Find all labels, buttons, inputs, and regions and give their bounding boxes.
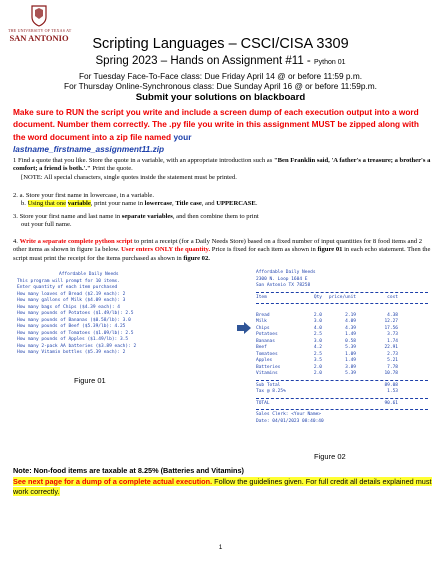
- receipt-row: Bread 2.0 2.19 4.38: [256, 312, 398, 318]
- seal-icon: [30, 5, 48, 27]
- receipt-header-row: Item Qty price/unit cost: [256, 294, 398, 300]
- console-line: How many loaves of Bread ($2.19 each): 2: [17, 291, 126, 297]
- question-3: 3. Store your first name and last name in separate variables, and then combine them to print out your full name.: [13, 213, 259, 229]
- console-line: How many 2-pack AA batteries ($3.89 each): 2: [17, 343, 137, 349]
- run-instructions: Make sure to RUN the script you write and include a screen dump of each execution output into a word document. Number them correctly. The .py file you write in this assignment MUST be zipped along with the word document into a zip file named your lastname_firstname_assignment11.zip: [13, 107, 419, 154]
- logo-line2: SAN ANTONIO: [9, 33, 69, 43]
- receipt-subtotal: Sub Total 89.08: [256, 382, 398, 388]
- receipt-row: Vitamins 2.0 5.39 10.78: [256, 371, 398, 376]
- receipt-divider: [256, 303, 428, 304]
- receipt-row: Milk 3.0 4.09 12.27: [256, 319, 398, 324]
- question-1: 1 Find a quote that you like. Store the quote in a variable, with an appropriate introduction such as "Ben Franklin said, 'A father's a treasure; a brother's a comfort; a friend is both.'." Print the quote. [NOTE: All special characters, single quotes inside the statement must be printed.: [13, 157, 431, 181]
- receipt-address: 2300 N. Loop 1604 E: [256, 276, 308, 282]
- next-page-note: See next page for a dump of a complete actual execution. Follow the guidelines given. For full credit all details explained must work correctly.: [13, 477, 432, 496]
- console-line: How many gallons of Milk ($4.09 each): 3: [17, 298, 126, 303]
- page-number: 1: [218, 544, 223, 551]
- receipt-store-name: Affordable Daily Needs: [256, 270, 316, 275]
- due-date-f2f: For Tuesday Face-To-Face class: Due Friday April 14 @ or before 11:59 p.m.: [78, 71, 363, 81]
- tax-note: Note: Non-food items are taxable at 8.25% (Batteries and Vitamins): [13, 466, 244, 475]
- receipt-divider: [256, 398, 428, 399]
- right-arrow-icon: [237, 322, 251, 334]
- console-line: How many pounds of Bananas ($0.58/lb): 3.0: [17, 317, 131, 323]
- receipt-row: Tomatoes 2.5 1.09 2.73: [256, 351, 398, 357]
- receipt-city: San Antonio TX 78258: [256, 283, 311, 288]
- question-4: 4. Write a separate complete python script to print a receipt (for a Daily Needs Store) based on a fixed number of input quantities for 8 food items and 2 other items as shown in figure 1a below. User enters ONLY the quantity. Price is fixed for each item as shown in figure 01 in each echo statement. Then the script must print the receipt for the items purchased as shown in figure 02.: [13, 238, 431, 262]
- receipt-divider: [256, 292, 428, 293]
- submit-instruction: Submit your solutions on blackboard: [135, 92, 306, 103]
- document-title: Scripting Languages – CSCI/CISA 3309: [92, 36, 349, 52]
- receipt-total: TOTAL 90.61: [256, 400, 398, 406]
- console-line: How many Vitamin bottles ($5.39 each): 2: [17, 350, 126, 355]
- zip-filename: lastname_firstname_assignment11.zip: [13, 143, 165, 154]
- console-line: How many pounds of Apples ($1.49/lb): 3.5: [17, 337, 129, 342]
- receipt-clerk: Sales Clerk: <Your Name>: [256, 412, 322, 417]
- receipt-row: Potatoes 2.5 1.49 3.73: [256, 332, 398, 337]
- figure-01-caption: Figure 01: [74, 376, 106, 385]
- receipt-tax: Tax @ 8.25% 1.53: [256, 389, 398, 394]
- console-line: Affordable Daily Needs: [59, 272, 119, 277]
- receipt-date: Date: 04/01/2023 08:40:40: [256, 418, 324, 424]
- figure-02-receipt: [256, 270, 428, 425]
- console-line: How many pounds of Tomatoes ($1.09/lb): 2.5: [17, 330, 134, 336]
- receipt-divider: [256, 409, 428, 410]
- console-line: This program will prompt for 10 items.: [17, 278, 120, 284]
- receipt-row: Chips 4.0 4.39 17.56: [256, 325, 398, 331]
- figure-02-caption: Figure 02: [314, 452, 346, 461]
- document-subtitle: Spring 2023 – Hands on Assignment #11 - Python 01: [95, 55, 346, 67]
- logo-line1: THE UNIVERSITY OF TEXAS AT: [8, 28, 72, 33]
- console-line: How many bags of Chips ($4.39 each): 4: [17, 304, 120, 310]
- question-2: 2. a. Store your first name in lowercase, in a variable. b. Using that one variable, print your name in lowercase, Title case, and UPPERCASE.: [13, 192, 258, 208]
- receipt-row: Beef 4.2 5.39 22.91: [256, 345, 398, 350]
- receipt-divider: [256, 380, 428, 381]
- console-line: Enter quantity of each item purchased: [17, 285, 118, 290]
- due-date-online: For Thursday Online-Synchronous class: Due Sunday April 16 @ or before 11:59p.m.: [64, 81, 377, 91]
- receipt-row: Batteries 2.0 3.89 7.78: [256, 364, 398, 370]
- figure-01-console: [17, 272, 197, 357]
- receipt-row: Apples 3.5 1.49 5.21: [256, 358, 398, 363]
- console-line: How many pounds of Beef ($5.39/lb): 4.25: [17, 324, 126, 329]
- receipt-row: Bananas 3.0 0.58 1.74: [256, 338, 398, 344]
- console-line: How many pounds of Potatoes ($1.49/lb): 2.5: [17, 311, 134, 316]
